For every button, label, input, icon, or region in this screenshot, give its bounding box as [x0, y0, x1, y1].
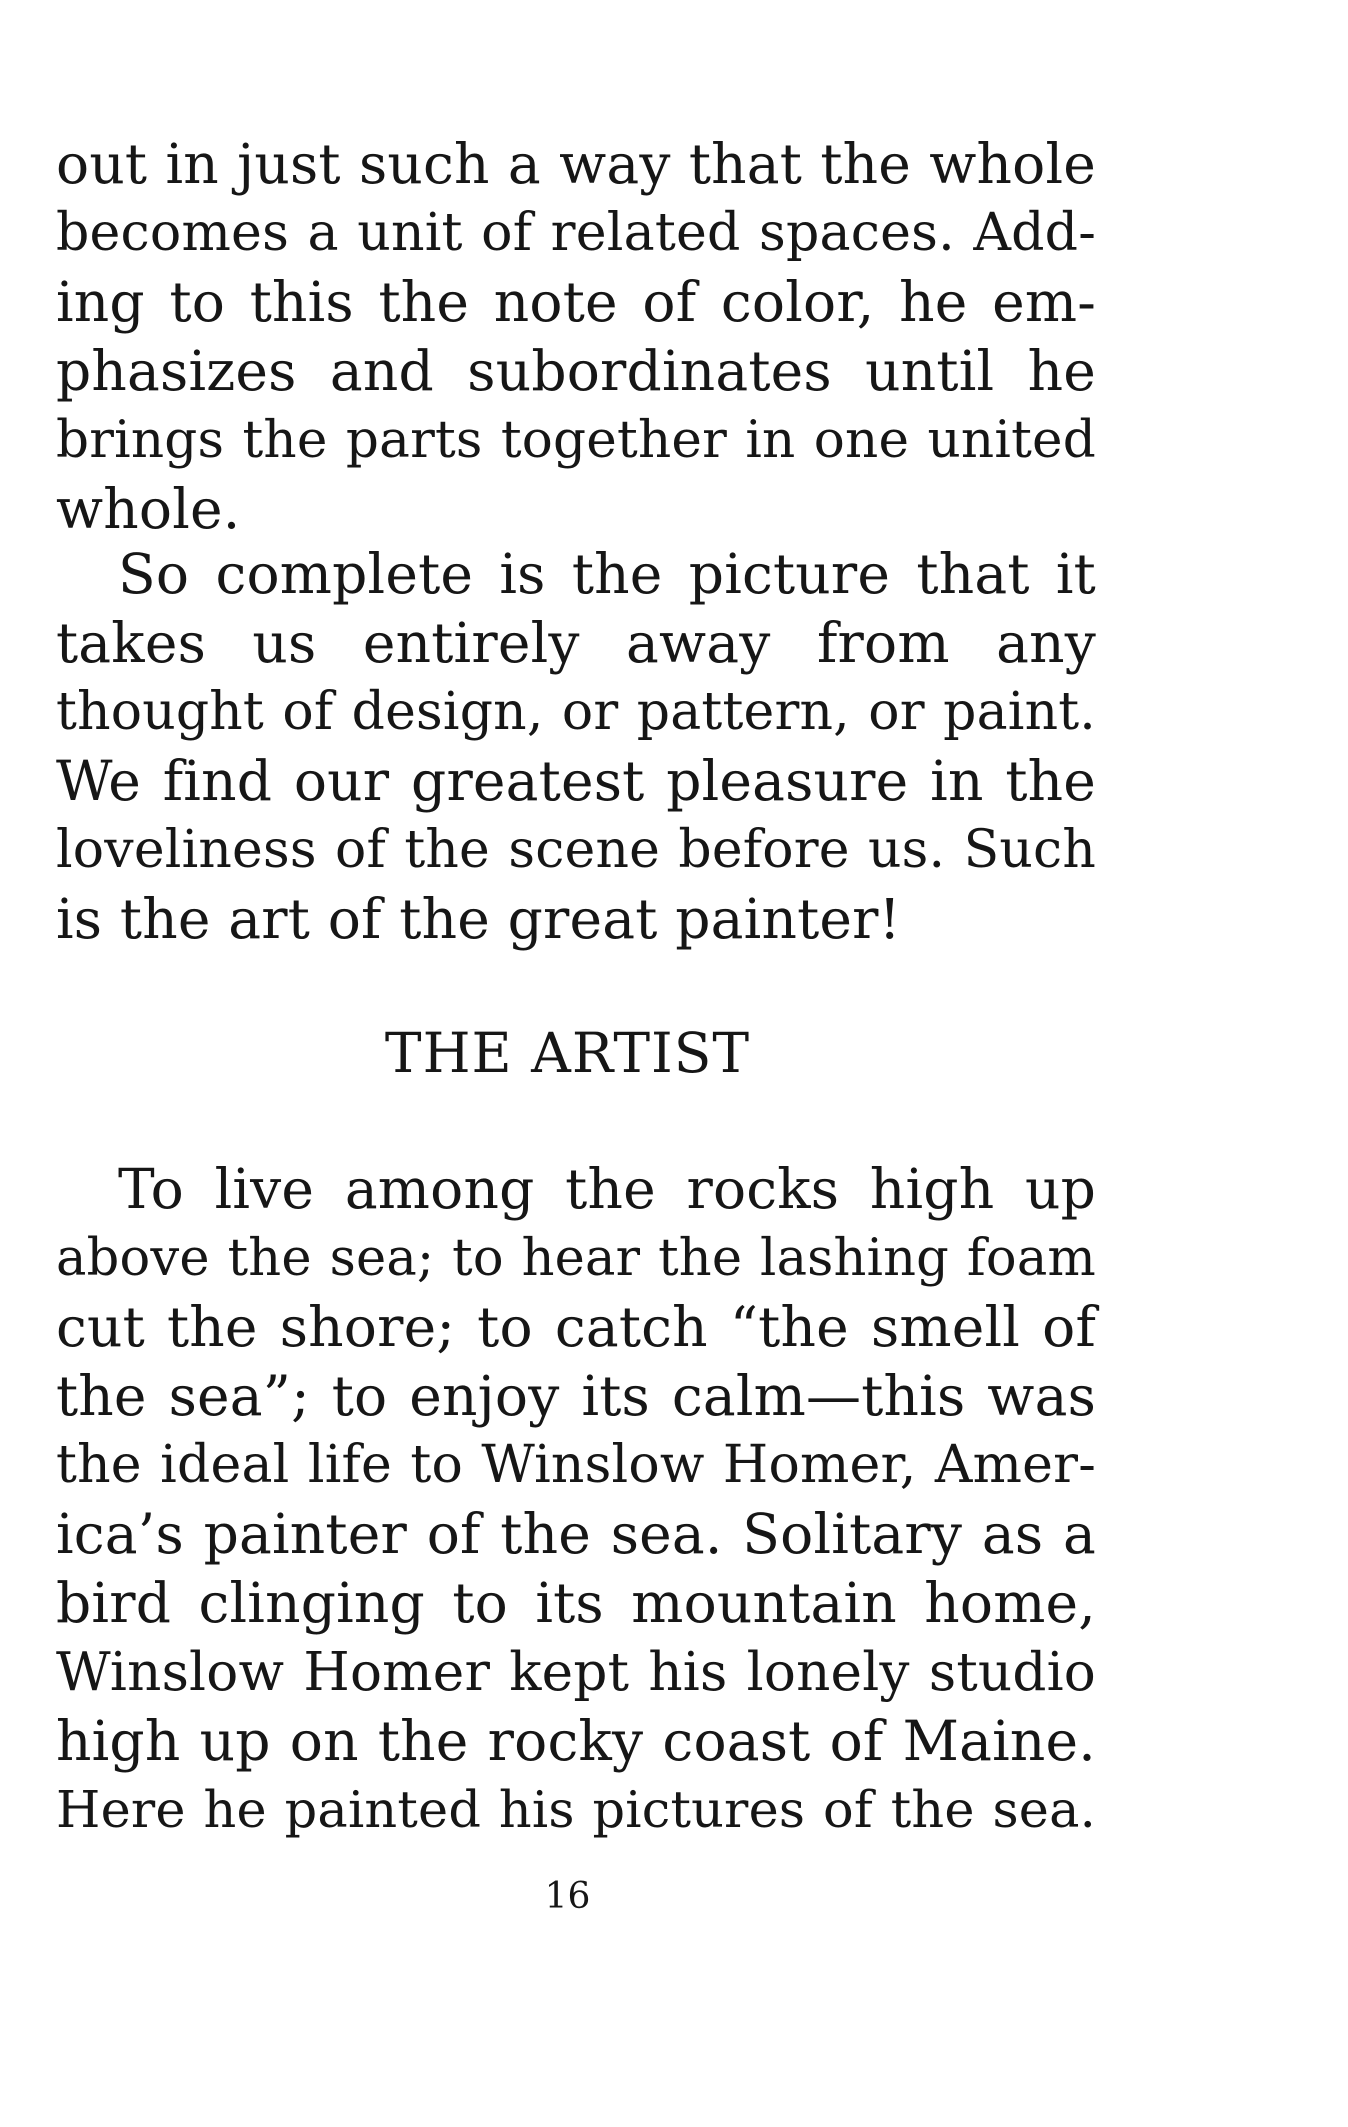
text-line: out in just such a way that the whole — [56, 132, 1096, 196]
text-line: To live among the rocks high up — [118, 1157, 1096, 1221]
text-line: So complete is the picture that it — [118, 542, 1096, 606]
text-line: ing to this the note of color, he em- — [56, 270, 1096, 334]
section-heading: THE ARTIST — [384, 1021, 751, 1085]
text-line: Here he painted his pictures of the sea. — [56, 1781, 1096, 1840]
paragraph-continued — [56, 130, 1096, 544]
paragraph-the-artist — [56, 1155, 1096, 1845]
text-line: ica’s painter of the sea. Solitary as a — [56, 1502, 1096, 1566]
text-line: is the art of the great painter! — [56, 887, 901, 951]
text-line: phasizes and subordinates until he — [56, 339, 1096, 403]
text-line: whole. — [56, 477, 241, 541]
text-line: We find our greatest pleasure in the — [56, 749, 1096, 813]
page-number: 16 — [544, 1876, 591, 1917]
text-line: above the sea; to hear the lashing foam — [56, 1229, 1096, 1288]
text-line: high up on the rocky coast of Maine. — [56, 1709, 1096, 1773]
text-line: the sea”; to enjoy its calm—this was — [56, 1364, 1096, 1428]
text-line: thought of design, or pattern, or paint. — [56, 682, 1096, 742]
text-line: takes us entirely away from any — [56, 611, 1096, 675]
text-line: bird clinging to its mountain home, — [56, 1571, 1096, 1635]
paragraph-art-of-painter — [56, 540, 1096, 954]
text-line: cut the shore; to catch “the smell of — [56, 1295, 1096, 1359]
text-line: loveliness of the scene before us. Such — [56, 820, 1096, 880]
text-line: the ideal life to Winslow Homer, Amer- — [56, 1435, 1096, 1495]
text-line: brings the parts together in one united — [56, 410, 1096, 470]
text-line: becomes a unit of related spaces. Add- — [56, 203, 1096, 263]
text-line: Winslow Homer kept his lonely studio — [56, 1641, 1096, 1703]
